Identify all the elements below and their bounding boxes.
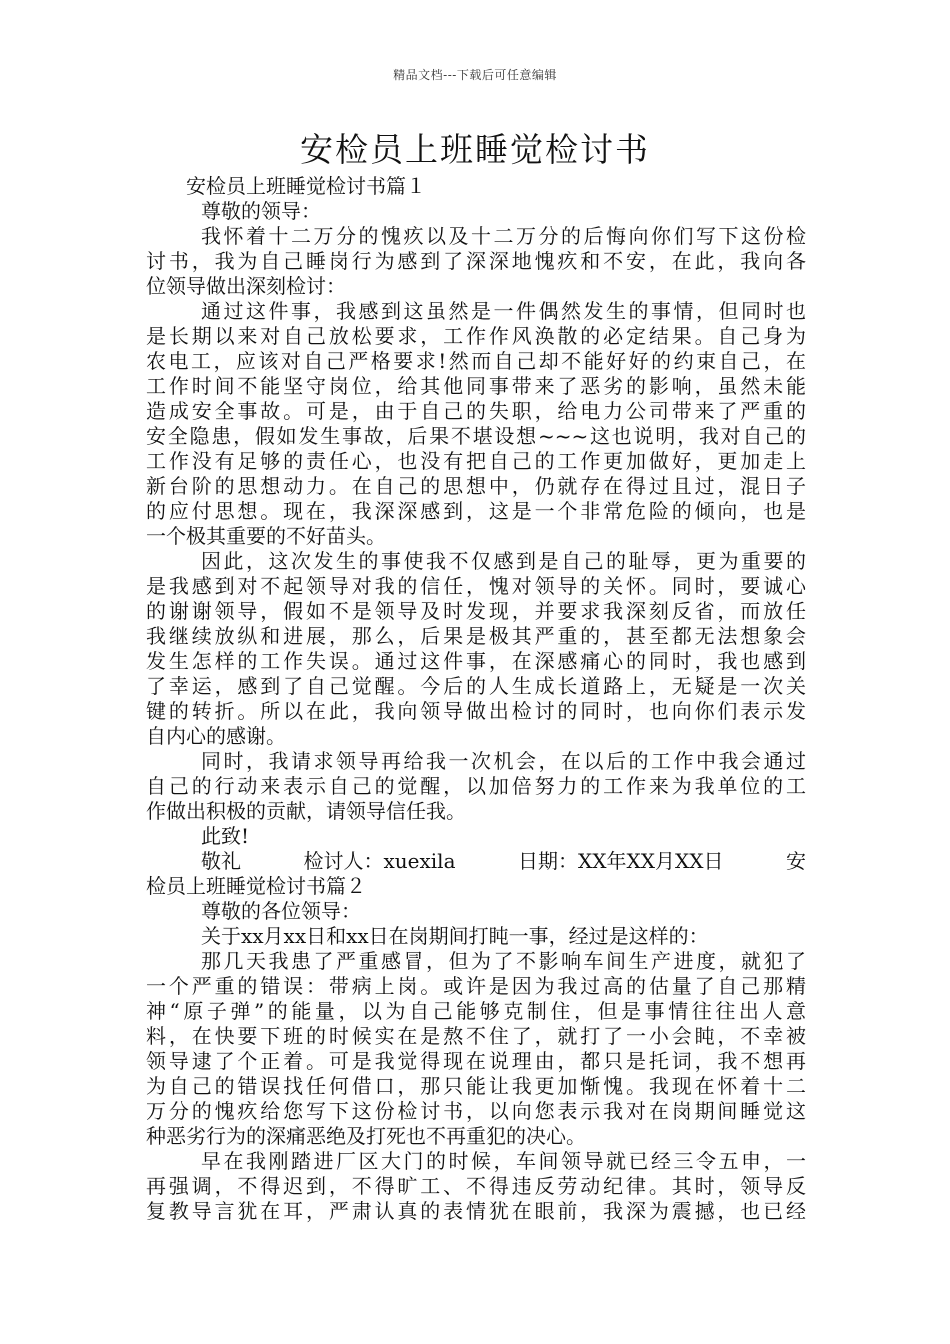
page-header: 精品文档---下载后可任意编辑 xyxy=(393,68,557,82)
text-line: 安全隐患，假如发生事故，后果不堪设想~~~这也说明，我对自己的 xyxy=(146,424,806,448)
text-line: 一个严重的错误：带病上岗。或许是因为我过高的估量了自己那精 xyxy=(146,974,806,998)
text-line: 的谢谢领导，假如不是领导及时发现，并要求我深刻反省，而放任 xyxy=(146,599,806,623)
text-line: 发生怎样的工作失误。通过这件事，在深感痛心的同时，我也感到 xyxy=(146,649,806,673)
text-line: 再强调，不得迟到，不得旷工、不得违反劳动纪律。其时，领导反 xyxy=(146,1174,806,1198)
line-tail: 安 xyxy=(785,849,806,873)
text-line: 了幸运，感到了自己觉醒。今后的人生成长道路上，无疑是一次关 xyxy=(146,674,806,698)
text-line: 是长期以来对自己放松要求，工作作风涣散的必定结果。自己身为 xyxy=(146,324,806,348)
text-line: 此致! xyxy=(201,824,250,848)
text-line: 复教导言犹在耳，严肃认真的表情犹在眼前，我深为震撼，也已经 xyxy=(146,1199,806,1223)
text-line: 安检员上班睡觉检讨书篇１ xyxy=(186,174,426,198)
text-line: 料，在快要下班的时候实在是熬不住了，就打了一小会盹，不幸被 xyxy=(146,1024,806,1048)
text-line: 因此，这次发生的事使我不仅感到是自己的耻辱，更为重要的 xyxy=(201,549,806,573)
text-line: 神“原子弹”的能量，以为自己能够克制住，但是事情往往出人意 xyxy=(146,999,806,1023)
text-line: 是我感到对不起领导对我的信任，愧对领导的关怀。同时，要诚心 xyxy=(146,574,806,598)
text-line: 关于xx月xx日和xx日在岗期间打盹一事，经过是这样的： xyxy=(201,924,709,948)
date: 日期：XX年XX月XX日 xyxy=(518,849,724,873)
document-body xyxy=(146,174,806,1224)
document-title: 安检员上班睡觉检讨书 xyxy=(300,130,650,169)
text-line: 农电工，应该对自己严格要求!然而自己却不能好好的约束自己，在 xyxy=(146,349,806,373)
text-line: 尊敬的各位领导： xyxy=(201,899,361,923)
salute: 敬礼 xyxy=(201,849,241,873)
text-line: 检员上班睡觉检讨书篇２ xyxy=(146,874,366,898)
text-line: 的应付思想。现在，我深深感到，这是一个非常危险的倾向，也是 xyxy=(146,499,806,523)
text-line: 新台阶的思想动力。在自己的思想中，仍就存在得过且过，混日子 xyxy=(146,474,806,498)
signature-line xyxy=(146,849,806,874)
text-line: 一个极其重要的不好苗头。 xyxy=(146,524,386,548)
section-one xyxy=(146,174,806,849)
text-line: 早在我刚踏进厂区大门的时候，车间领导就已经三令五申，一 xyxy=(201,1149,806,1173)
text-line: 键的转折。所以在此，我向领导做出检讨的同时，也向你们表示发 xyxy=(146,699,806,723)
section-two xyxy=(146,874,806,1224)
text-line: 作做出积极的贡献，请领导信任我。 xyxy=(146,799,466,823)
text-line: 为自己的错误找任何借口，那只能让我更加惭愧。我现在怀着十二 xyxy=(146,1074,806,1098)
text-line: 工作时间不能坚守岗位，给其他同事带来了恶劣的影响，虽然未能 xyxy=(146,374,806,398)
text-line: 种恶劣行为的深痛恶绝及打死也不再重犯的决心。 xyxy=(146,1124,586,1148)
text-line: 自内心的感谢。 xyxy=(146,724,286,748)
text-line: 讨书，我为自己睡岗行为感到了深深地愧疚和不安，在此，我向各 xyxy=(146,249,806,273)
text-line: 我继续放纵和进展，那么，后果是极其严重的，甚至都无法想象会 xyxy=(146,624,806,648)
text-line: 位领导做出深刻检讨： xyxy=(146,274,346,298)
text-line: 尊敬的领导： xyxy=(201,199,321,223)
text-line: 那几天我患了严重感冒，但为了不影响车间生产进度，就犯了 xyxy=(201,949,806,973)
text-line: 通过这件事，我感到这虽然是一件偶然发生的事情，但同时也 xyxy=(201,299,806,323)
text-line: 万分的愧疚给您写下这份检讨书，以向您表示我对在岗期间睡觉这 xyxy=(146,1099,806,1123)
text-line: 造成安全事故。可是，由于自己的失职，给电力公司带来了严重的 xyxy=(146,399,806,423)
text-line: 自己的行动来表示自己的觉醒，以加倍努力的工作来为我单位的工 xyxy=(146,774,806,798)
text-line: 领导逮了个正着。可是我觉得现在说理由，都只是托词，我不想再 xyxy=(146,1049,806,1073)
author: 检讨人：xuexila xyxy=(303,849,456,873)
text-line: 工作没有足够的责任心，也没有把自己的工作更加做好，更加走上 xyxy=(146,449,806,473)
text-line: 同时，我请求领导再给我一次机会，在以后的工作中我会通过 xyxy=(201,749,806,773)
text-line: 我怀着十二万分的愧疚以及十二万分的后悔向你们写下这份检 xyxy=(201,224,806,248)
